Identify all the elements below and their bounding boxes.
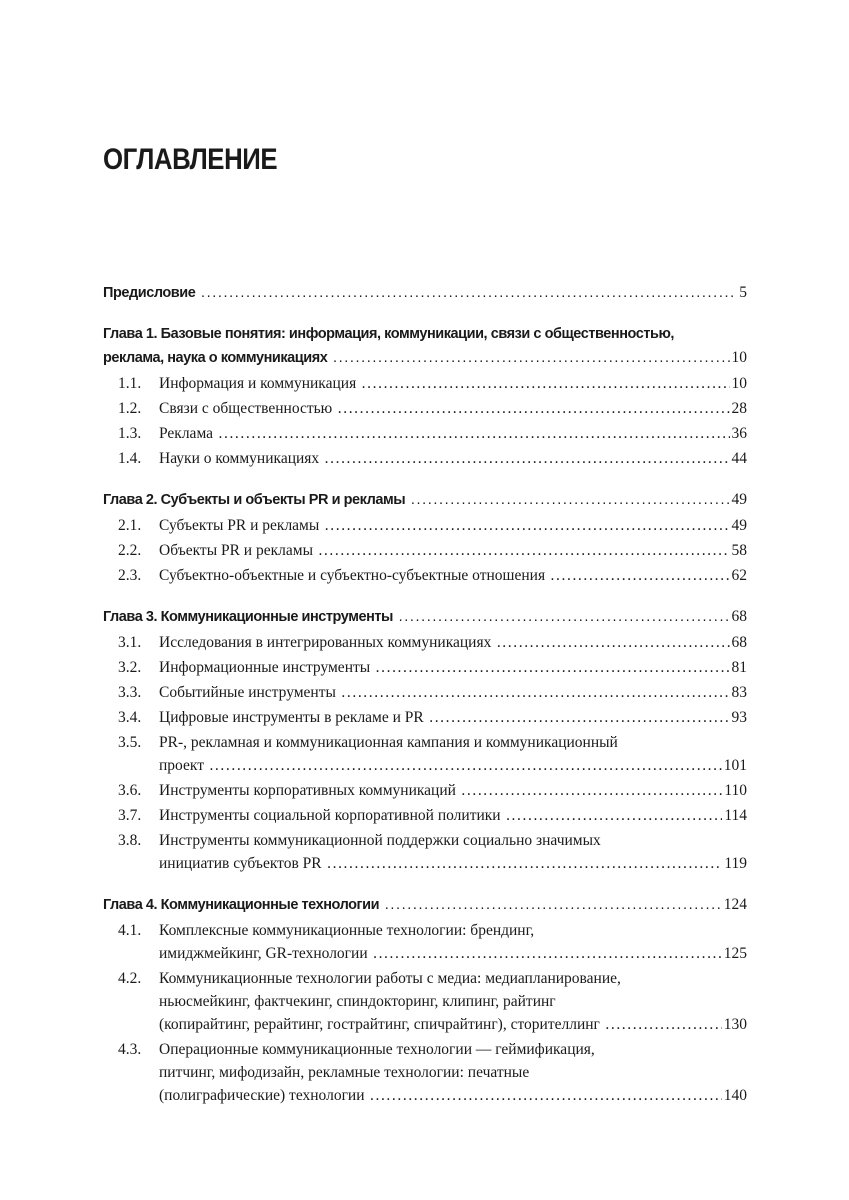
toc-entry-number: 4.2. (118, 970, 142, 987)
toc-page-number: 62 (731, 567, 747, 584)
toc-entry-3-2[interactable] (103, 656, 747, 679)
toc-entry-3-5[interactable] (103, 731, 747, 777)
toc-entry-label: Субъекты PR и рекламы ..... (159, 517, 730, 534)
toc-entry-label-line: (полиграфические) технологии ..... (159, 1087, 722, 1104)
toc-page-number: 36 (731, 425, 747, 442)
toc-page-number: 10 (731, 349, 747, 366)
toc-entry-label-line: Инструменты коммуникационной поддержки социально значимых (159, 832, 601, 849)
toc-entry-label: Реклама ..... (159, 425, 730, 442)
toc-entry-chapter-2[interactable] (103, 488, 747, 512)
toc-entry-3-6[interactable] (103, 779, 747, 802)
toc-chapter-4 (103, 893, 747, 1107)
toc-entry-label: Информация и коммуникация ..... (159, 375, 730, 392)
toc-chapter-3 (103, 605, 747, 875)
toc-entry-number: 3.3. (118, 684, 142, 701)
toc-page-number: 93 (731, 709, 747, 726)
toc-page-number: 49 (731, 517, 747, 534)
toc-entry-chapter-1[interactable] (103, 323, 747, 370)
toc-entry-label-line: Коммуникационные технологии работы с медиа: медиапланирование, (159, 970, 621, 987)
toc-page-number: 114 (724, 807, 747, 824)
toc-entry-1-1[interactable] (103, 372, 747, 395)
toc-chapter-2 (103, 488, 747, 587)
toc-entry-4-2[interactable] (103, 967, 747, 1036)
toc-page-number: 124 (723, 896, 747, 913)
toc-entry-chapter-4[interactable] (103, 893, 747, 917)
toc-entry-4-1[interactable] (103, 919, 747, 965)
toc-page-number: 119 (724, 855, 747, 872)
toc-entry-label-line: Операционные коммуникационные технологии — геймификация, (159, 1041, 595, 1058)
toc-page-number: 68 (731, 608, 747, 625)
toc-entry-number: 1.1. (118, 375, 142, 392)
toc-preface (103, 281, 747, 305)
toc-page-number: 81 (731, 659, 747, 676)
toc-entry-3-4[interactable] (103, 706, 747, 729)
toc-entry-label-line: PR-, рекламная и коммуникационная кампания и коммуникационный (159, 734, 618, 751)
toc-entry-label: Инструменты социальной корпоративной политики ..... (159, 807, 722, 824)
toc-entry-label-line: Комплексные коммуникационные технологии: брендинг, (159, 922, 535, 939)
toc-entry-label: Глава 3. Коммуникационные инструменты ..... (103, 609, 730, 625)
toc-page-number: 140 (723, 1087, 747, 1104)
toc-page-number: 49 (731, 491, 747, 508)
toc-entry-3-7[interactable] (103, 804, 747, 827)
page-title: ОГЛАВЛЕНИЕ (103, 143, 278, 176)
toc-entry-number: 3.2. (118, 659, 142, 676)
toc-entry-number: 1.2. (118, 400, 142, 417)
toc-page-number: 83 (731, 684, 747, 701)
toc-entry-number: 2.3. (118, 567, 142, 584)
toc-entry-number: 3.6. (118, 782, 142, 799)
toc-entry-number: 1.3. (118, 425, 142, 442)
toc-entry-3-1[interactable] (103, 631, 747, 654)
toc-entry-label-line: проект ..... (159, 757, 722, 774)
toc-entry-1-3[interactable] (103, 422, 747, 445)
toc-entry-label: Информационные инструменты ..... (159, 659, 730, 676)
toc-page-number: 10 (731, 375, 747, 392)
toc-entry-number: 3.5. (118, 734, 142, 751)
toc-entry-preface[interactable] (103, 281, 747, 305)
toc-entry-label: Глава 2. Субъекты и объекты PR и рекламы ..... (103, 492, 730, 508)
toc-entry-chapter-3[interactable] (103, 605, 747, 629)
toc-entry-label-line: (копирайтинг, рерайтинг, гострайтинг, спичрайтинг), сторителлинг ..... (159, 1016, 722, 1033)
toc-entry-label: Объекты PR и рекламы ..... (159, 542, 730, 559)
toc-entry-label-line: питчинг, мифодизайн, рекламные технологии: печатные (159, 1064, 530, 1081)
toc-entry-label: Исследования в интегрированных коммуникациях ..... (159, 634, 730, 651)
toc-page-number: 58 (731, 542, 747, 559)
toc-entry-2-1[interactable] (103, 514, 747, 537)
toc-entry-number: 4.3. (118, 1041, 142, 1058)
toc-entry-3-8[interactable] (103, 829, 747, 875)
toc-page-number: 101 (723, 757, 747, 774)
toc-entry-number: 3.4. (118, 709, 142, 726)
toc-entry-number: 3.1. (118, 634, 142, 651)
toc-entry-label: Инструменты корпоративных коммуникаций ..... (159, 782, 722, 799)
toc-entry-number: 3.7. (118, 807, 142, 824)
toc-entry-1-2[interactable] (103, 397, 747, 420)
toc-entry-label: Событийные инструменты ..... (159, 684, 730, 701)
toc-entry-number: 2.1. (118, 517, 142, 534)
toc-entry-label: Глава 4. Коммуникационные технологии ..... (103, 897, 722, 913)
toc-entry-label-line: реклама, наука о коммуникациях ..... (103, 350, 730, 366)
toc-entry-4-3[interactable] (103, 1038, 747, 1107)
toc-entry-number: 4.1. (118, 922, 142, 939)
toc-entry-label-line: Глава 1. Базовые понятия: информация, коммуникации, связи с общественностью, (103, 326, 674, 342)
toc-entry-label-line: ньюсмейкинг, фактчекинг, спиндокторинг, клипинг, райтинг (159, 993, 556, 1010)
toc-page-number: 44 (731, 450, 747, 467)
toc-page-number: 125 (723, 945, 747, 962)
toc-entry-label: Субъектно-объектные и субъектно-субъектные отношения ..... (159, 567, 730, 584)
toc-page-number: 68 (731, 634, 747, 651)
toc-entry-3-3[interactable] (103, 681, 747, 704)
toc-entry-2-3[interactable] (103, 564, 747, 587)
toc-page-number: 28 (731, 400, 747, 417)
toc-page-number: 110 (724, 782, 747, 799)
toc-entry-label: Предисловие ..... (103, 285, 737, 301)
toc-entry-number: 2.2. (118, 542, 142, 559)
toc-entry-number: 3.8. (118, 832, 142, 849)
toc-entry-label: Цифровые инструменты в рекламе и PR ..... (159, 709, 730, 726)
toc-entry-label: Науки о коммуникациях ..... (159, 450, 730, 467)
toc-entry-label-line: инициатив субъектов PR ..... (159, 855, 722, 872)
toc-entry-label-line: имиджмейкинг, GR-технологии ..... (159, 945, 722, 962)
toc-chapter-1 (103, 323, 747, 470)
toc-entry-1-4[interactable] (103, 447, 747, 470)
table-of-contents (103, 281, 747, 1109)
toc-entry-label: Связи с общественностью ..... (159, 400, 730, 417)
toc-page-number: 5 (739, 284, 747, 301)
toc-entry-number: 1.4. (118, 450, 142, 467)
toc-page-number: 130 (723, 1016, 747, 1033)
toc-entry-2-2[interactable] (103, 539, 747, 562)
